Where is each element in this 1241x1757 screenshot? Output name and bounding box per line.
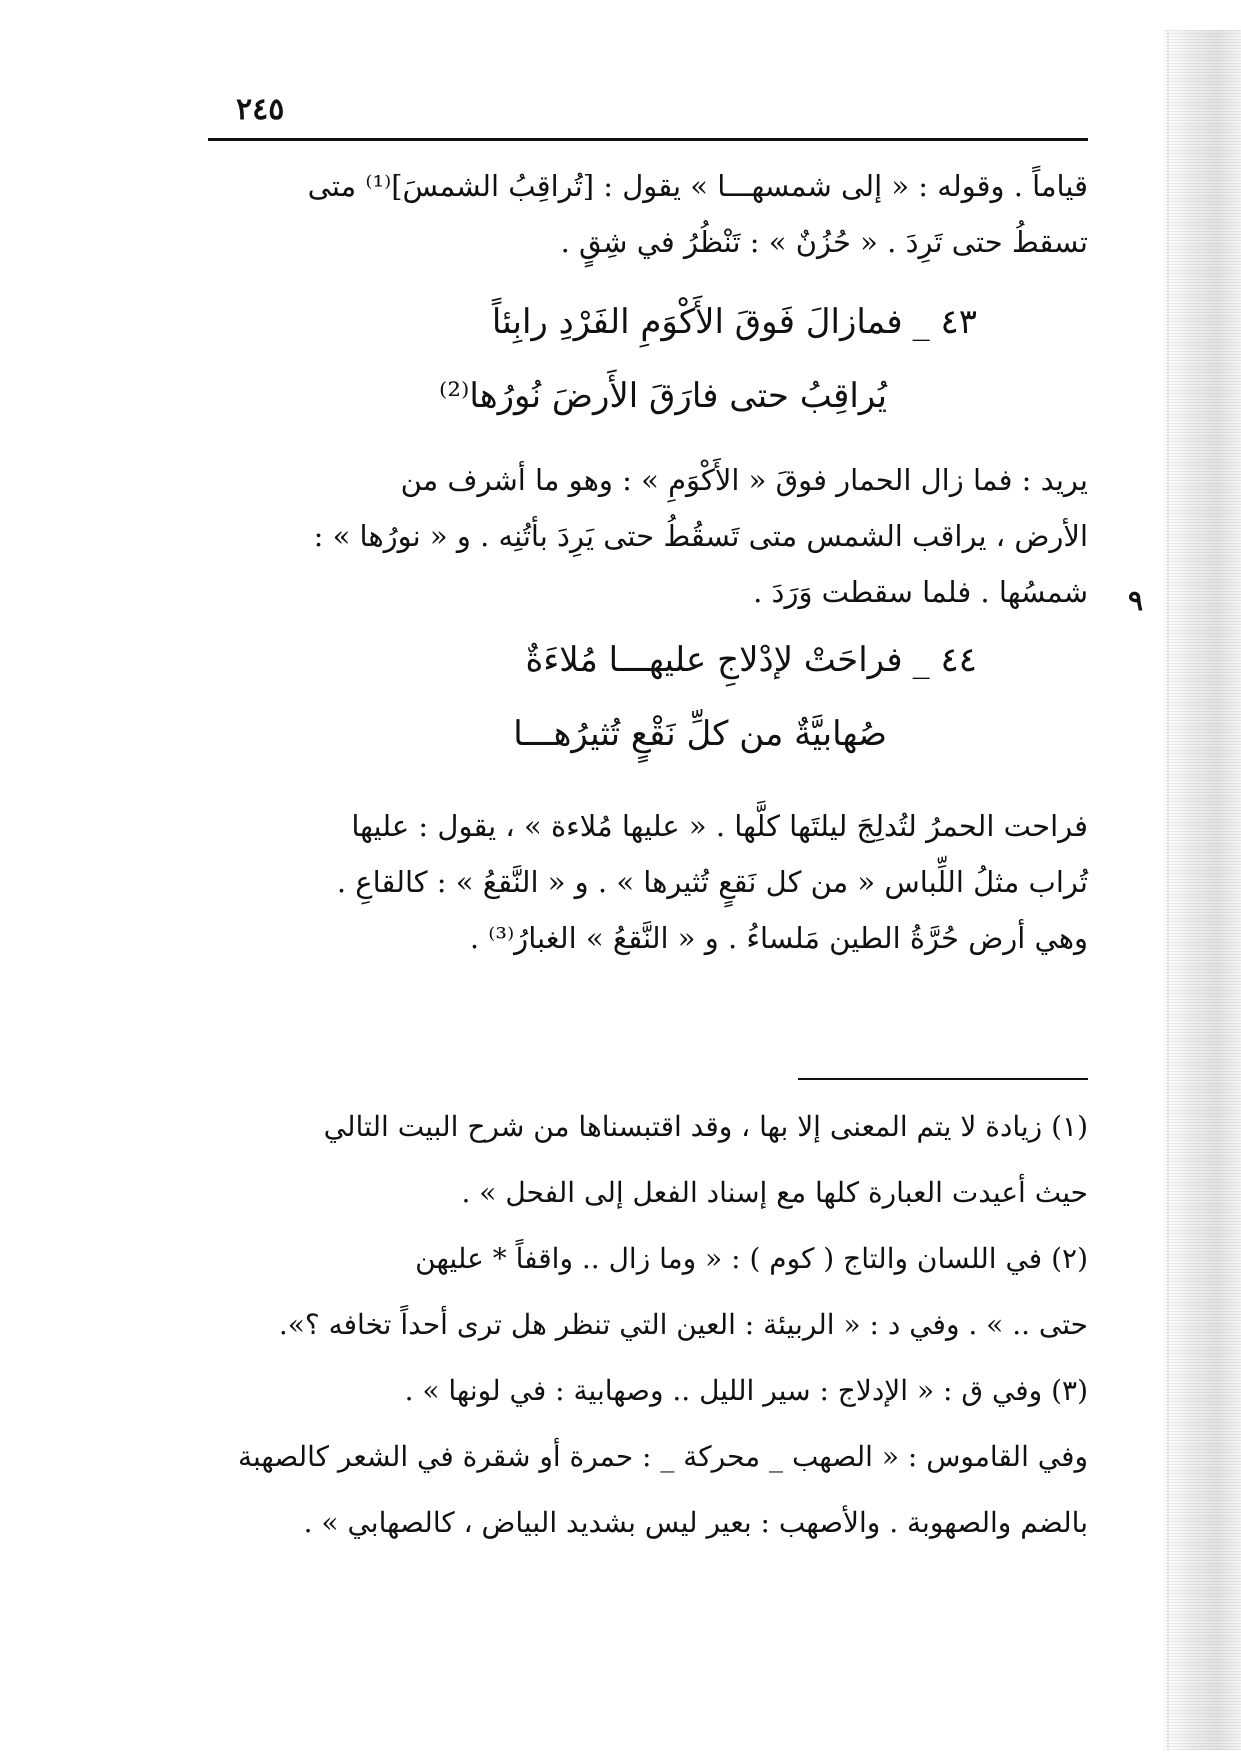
commentary-paragraph-1	[208, 158, 1088, 270]
verse-44-first-hemistich	[525, 634, 977, 686]
text-line: وهي أرض حُرَّةُ الطين مَلساءُ . و « النَّقعُ » الغبارُ⁽³⁾ .	[469, 921, 1088, 955]
commentary-paragraph-2	[208, 452, 1088, 620]
verse-43-first-hemistich	[492, 296, 977, 348]
footnote-line: وفي القاموس : « الصهب _ محركة _ : حمرة أو شقرة في الشعر كالصهبة	[237, 1440, 1088, 1473]
header-rule	[208, 138, 1088, 141]
footnote-3	[208, 1362, 1088, 1552]
footnote-separator	[798, 1078, 1088, 1080]
verse-number: ٤٤ _	[912, 640, 977, 680]
footnote-line: حتى .. » . وفي د : « الربيئة : العين التي تنظر هل ترى أحداً تخافه ؟».	[278, 1308, 1088, 1341]
text-line: فراحت الحمرُ لتُدلِجَ ليلتَها كلَّها . « عليها مُلاءة » ، يقول : عليها	[351, 809, 1088, 843]
footnote-line: (٣) وفي ق : « الإدلاج : سير الليل .. وصهابية : في لونها » .	[404, 1374, 1088, 1407]
verse-43-second-hemistich	[439, 370, 887, 422]
footnote-line: (٢) في اللسان والتاج ( كوم ) : « وما زال .. واقفاً * عليهن	[415, 1242, 1088, 1275]
text-line: تُراب مثلُ اللِّباس « من كل نَقعٍ تُثيرها » . و « النَّقعُ » : كالقاعِ .	[336, 865, 1088, 899]
verse-text: فراحَتْ لإدْلاجِ عليهـــا مُلاءَةٌ	[525, 640, 903, 680]
verse-text: فمازالَ فَوقَ الأَكْوَمِ الفَرْدِ رابِئاً	[491, 302, 903, 342]
footnote-line: (١) زيادة لا يتم المعنى إلا بها ، وقد اقتبسناها من شرح البيت التالي	[323, 1110, 1088, 1143]
text-line: تسقطُ حتى تَرِدَ . « حُزُنٌ » : تَنْظُرُ في شِقٍ .	[560, 225, 1088, 259]
footnotes	[208, 1098, 1088, 1560]
text-line: يريد : فما زال الحمار فوقَ « الأَكْوَمِ » : وهو ما أشرف من	[400, 463, 1088, 497]
footnote-line: بالضم والصهوبة . والأصهب : بعير ليس بشديد البياض ، كالصهابي » .	[303, 1506, 1088, 1539]
verse-number: ٤٣ _	[912, 302, 977, 342]
footnote-2	[208, 1230, 1088, 1354]
footnote-line: حيث أعيدت العبارة كلها مع إسناد الفعل إلى الفحل » .	[461, 1176, 1088, 1209]
page-number: ٢٤٥	[236, 92, 285, 127]
footnote-1	[208, 1098, 1088, 1222]
commentary-paragraph-3	[208, 798, 1088, 966]
text-line: قياماً . وقوله : « إلى شمسهـــا » يقول : [تُراقِبُ الشمسَ]⁽¹⁾ متى	[307, 169, 1088, 203]
text-line: الأرض ، يراقب الشمس متى تَسقُطُ حتى يَرِدَ بأتُنِه . و « نورُها » :	[313, 519, 1088, 553]
margin-mark: ٩	[1128, 584, 1144, 617]
verse-text: يُراقِبُ حتى فارَقَ الأَرضَ نُورُها⁽²⁾	[438, 376, 887, 416]
verse-text: صُهابيَّةٌ من كلِّ نَقْعٍ تُثيرُهـــا	[513, 714, 887, 754]
verse-44-second-hemistich	[513, 708, 887, 760]
text-line: شمسُها . فلما سقطت وَرَدَ .	[753, 575, 1088, 609]
page-binding-edge	[1163, 30, 1241, 1750]
